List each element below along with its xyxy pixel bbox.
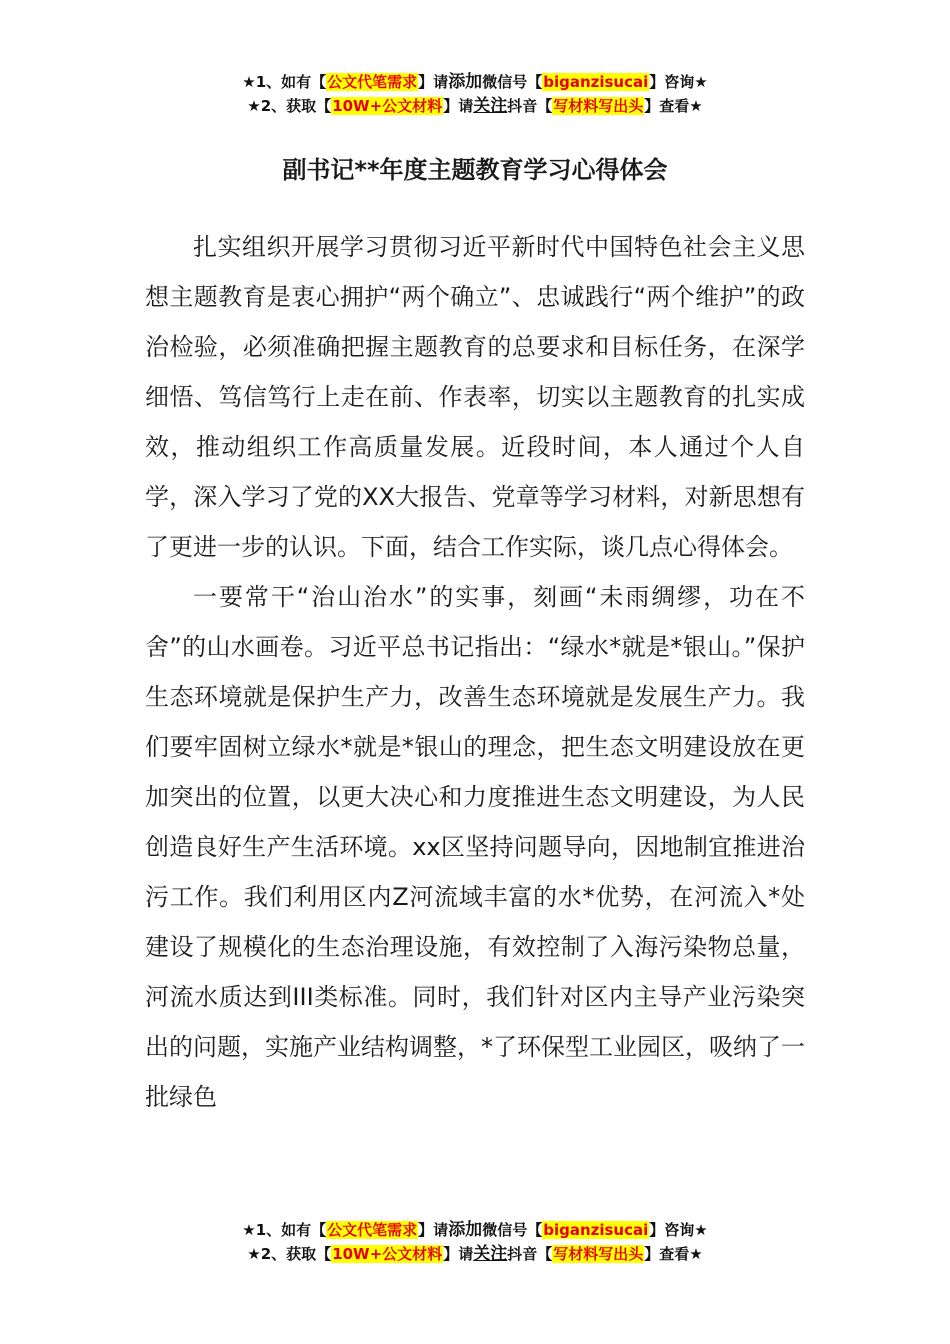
banner-line-2-suffix: 】查看★ xyxy=(644,97,703,115)
header-banner xyxy=(0,70,950,118)
document-body xyxy=(145,222,805,1122)
footer-line-2-mid2: 抖音【 xyxy=(507,1245,553,1263)
footer-banner xyxy=(0,1218,950,1266)
footer-line-1-mid2: 微信号【 xyxy=(482,1221,543,1239)
banner-emphasis-follow: 关注 xyxy=(473,96,508,116)
body-paragraph-1: 扎实组织开展学习贯彻习近平新时代中国特色社会主义思想主题教育是衷心拥护“两个确立”、忠诚践行“两个维护”的政治检验，必须准确把握主题教育的总要求和目标任务，在深学细悟、笃信笃行上走在前、作表率，切实以主题教育的扎实成效，推动组织工作高质量发展。近段时间，本人通过个人自学，深入学习了党的XX大报告、党章等学习材料，对新思想有了更进一步的认识。下面，结合工作实际，谈几点心得体会。 xyxy=(145,233,805,561)
footer-line-1-prefix: ★1、如有【 xyxy=(242,1221,327,1239)
banner-line-1-suffix: 】咨询★ xyxy=(649,73,708,91)
footer-line-2-prefix: ★2、获取【 xyxy=(247,1245,332,1263)
banner-line-2-prefix: ★2、获取【 xyxy=(247,97,332,115)
banner-highlight-materials: 10W+公文材料 xyxy=(332,97,443,115)
footer-highlight-materials: 10W+公文材料 xyxy=(332,1245,443,1263)
footer-emphasis-add: 添加 xyxy=(448,1220,483,1240)
banner-line-1 xyxy=(0,70,950,94)
body-paragraph-2: 一要常干“治山治水”的实事，刻画“未雨绸缪，功在不舍”的山水画卷。习近平总书记指出：“绿水*就是*银山。”保护生态环境就是保护生产力，改善生态环境就是发展生产力。我们要牢固树立绿水*就是*银山的理念，把生态文明建设放在更加突出的位置，以更大决心和力度推进生态文明建设，为人民创造良好生产生活环境。xx区坚持问题导向，因地制宜推进治污工作。我们利用区内Z河流域丰富的水*优势，在河流入*处建设了规模化的生态治理设施，有效控制了入海污染物总量，河流水质达到III类标准。同时，我们针对区内主导产业污染突出的问题，实施产业结构调整，*了环保型工业园区，吸纳了一批绿色 xyxy=(145,583,805,1111)
footer-highlight-service: 公文代笔需求 xyxy=(327,1221,418,1239)
footer-line-2-mid: 】请 xyxy=(443,1245,474,1263)
footer-line-1-suffix: 】咨询★ xyxy=(649,1221,708,1239)
banner-line-1-mid: 】请 xyxy=(418,73,449,91)
banner-line-2-mid2: 抖音【 xyxy=(507,97,553,115)
footer-line-2-suffix: 】查看★ xyxy=(644,1245,703,1263)
footer-line-1-mid: 】请 xyxy=(418,1221,449,1239)
banner-line-2 xyxy=(0,94,950,118)
footer-emphasis-follow: 关注 xyxy=(473,1244,508,1264)
footer-banner-line-2 xyxy=(0,1242,950,1266)
banner-emphasis-add: 添加 xyxy=(448,72,483,92)
footer-highlight-wechat-id: biganzisucai xyxy=(543,1221,649,1239)
banner-line-2-mid: 】请 xyxy=(443,97,474,115)
footer-banner-line-1 xyxy=(0,1218,950,1242)
banner-line-1-mid2: 微信号【 xyxy=(482,73,543,91)
banner-line-1-prefix: ★1、如有【 xyxy=(242,73,327,91)
banner-highlight-douyin-account: 写材料写出头 xyxy=(553,97,644,115)
banner-highlight-service: 公文代笔需求 xyxy=(327,73,418,91)
banner-highlight-wechat-id: biganzisucai xyxy=(543,73,649,91)
document-title: 副书记**年度主题教育学习心得体会 xyxy=(282,156,668,184)
footer-highlight-douyin-account: 写材料写出头 xyxy=(553,1245,644,1263)
